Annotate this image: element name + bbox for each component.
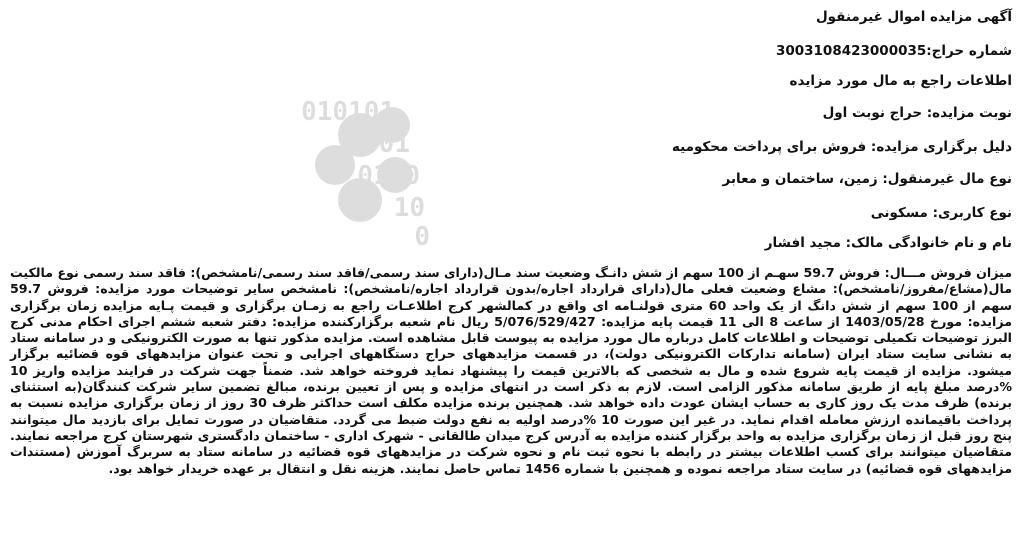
svg-text:10: 10 <box>393 193 425 223</box>
owner-name: نام و نام خانوادگی مالک: مجید افشار <box>764 235 1012 251</box>
svg-text:0110: 0110 <box>357 161 420 191</box>
svg-text:0: 0 <box>414 222 430 250</box>
property-type: نوع مال غیرمنقول: زمین، ساختمان و معابر <box>722 171 1012 187</box>
svg-text:010101: 010101 <box>301 97 395 127</box>
auction-number: شماره حراج:3003108423000035 <box>775 43 1012 59</box>
notice-description: میزان فروش مـــال: فروش 59.7 سهـم از 100 سهم از شش دانـگ وضعیت سند مـال(دارای سند رسمی/فاقد سند رسمی/نامشخص): فاقد سند رسمی نوع مالکیت مال(مشاع/مفروز/نامشخص): مشاع وضعیت فعلی مال(دارای قرارداد اجاره/بدون قرارداد اجاره/نامشخص): نامشخص سایر توضیحات مورد مزایده: فروش 59.7 سهم از 100 سهم از شش دانگ از یک واحد 60 متری قولنـامه ای واقع در کمالشهر کرج اطلاعـات راجع به زمـان برگزاری و قیمت پـایه مزایده زمان برگزاری مزایده: مورخ 1403/05/28 از ساعت 8 الی 11 قیمت پایه مزایده: 5/076/529/427 ریال نام شعبه برگزارکننده مزایده: دفتر شعبه ششم اجرای احکام مدنی کرج البرز توضیحات تکمیلی توضیحات و اطلاعات کامل درباره مال مورد مزایده به پیوست قابل مشاهده است. مزایده مذکور تنها به صورت الکترونیکی و در سامانه ستاد به نشانی سایت ستاد ایران (سامانه تدارکات الکترونیکی دولت)، در قسمت مزایدههای حراج دستگاههای اجرایی و تحت عنوان مزایدههای قوه قضائیه برگزار میشود. مزایده از قیمت پایه شروع شده و مال به شخصی که بالاترین قیمت را پیشنهاد نماید فروخته خواهد شد. ضمناً جهت شرکت در فرایند مزایده واریز 10 %درصد مبلغ پایه از طریق سامانه مذکور الزامی است. لازم به ذکر است در انتهای مزایده و پس از تعیین برنده، مبالغ تضمین سایر شرکت کنندگان(به استثنای برنده) ظرف مدت یک روز کاری به حساب ایشان عودت داده خواهد شد. همچنین برنده مزایده مکلف است حداکثر ظرف 30 روز از زمان برگزاری مزایده نسبت به پرداخت باقیمانده ارزش معامله اقدام نماید. در غیر این صورت 10 %درصد اولیه به نفع دولت ضبط می گردد. متقاضیان در صورت تمایل برای بازدید مال میتوانند پنج روز قبل از زمان برگزاری مزایده به واحد برگزار کننده مزایده به آدرس کرج میدان طالقانی - شهرک اداری - ساختمان دادگستری شهرستان کرج مراجعه نمایند. متقاضیان میتوانند برای کسب اطلاعات بیشتر در رابطه با نحوه ثبت نام و نحوه شرکت در مزایدههای قوه قضائیه در سامانه ستاد به سربرگ آموزش (مستندات مزایدههای قوه قضائیه) در سایت ستاد مراجعه نموده و همچنین با شماره 1456 تماس حاصل نمایند. هزینه نقل و انتقال بر عهده خریدار خواهد بود. <box>10 265 1012 476</box>
auction-round: نوبت مزایده: حراج نوبت اول <box>822 105 1012 121</box>
usage-type: نوع کاربری: مسکونی <box>870 205 1012 221</box>
flower-binary-watermark-icon <box>300 80 500 250</box>
notice-title: آگهی مزایده اموال غیرمنقول <box>815 9 1012 25</box>
section-heading: اطلاعات راجع به مال مورد مزایده <box>789 73 1012 89</box>
svg-text:0001: 0001 <box>347 129 410 159</box>
auction-reason: دلیل برگزاری مزایده: فروش برای پرداخت محکومیه <box>671 139 1012 155</box>
